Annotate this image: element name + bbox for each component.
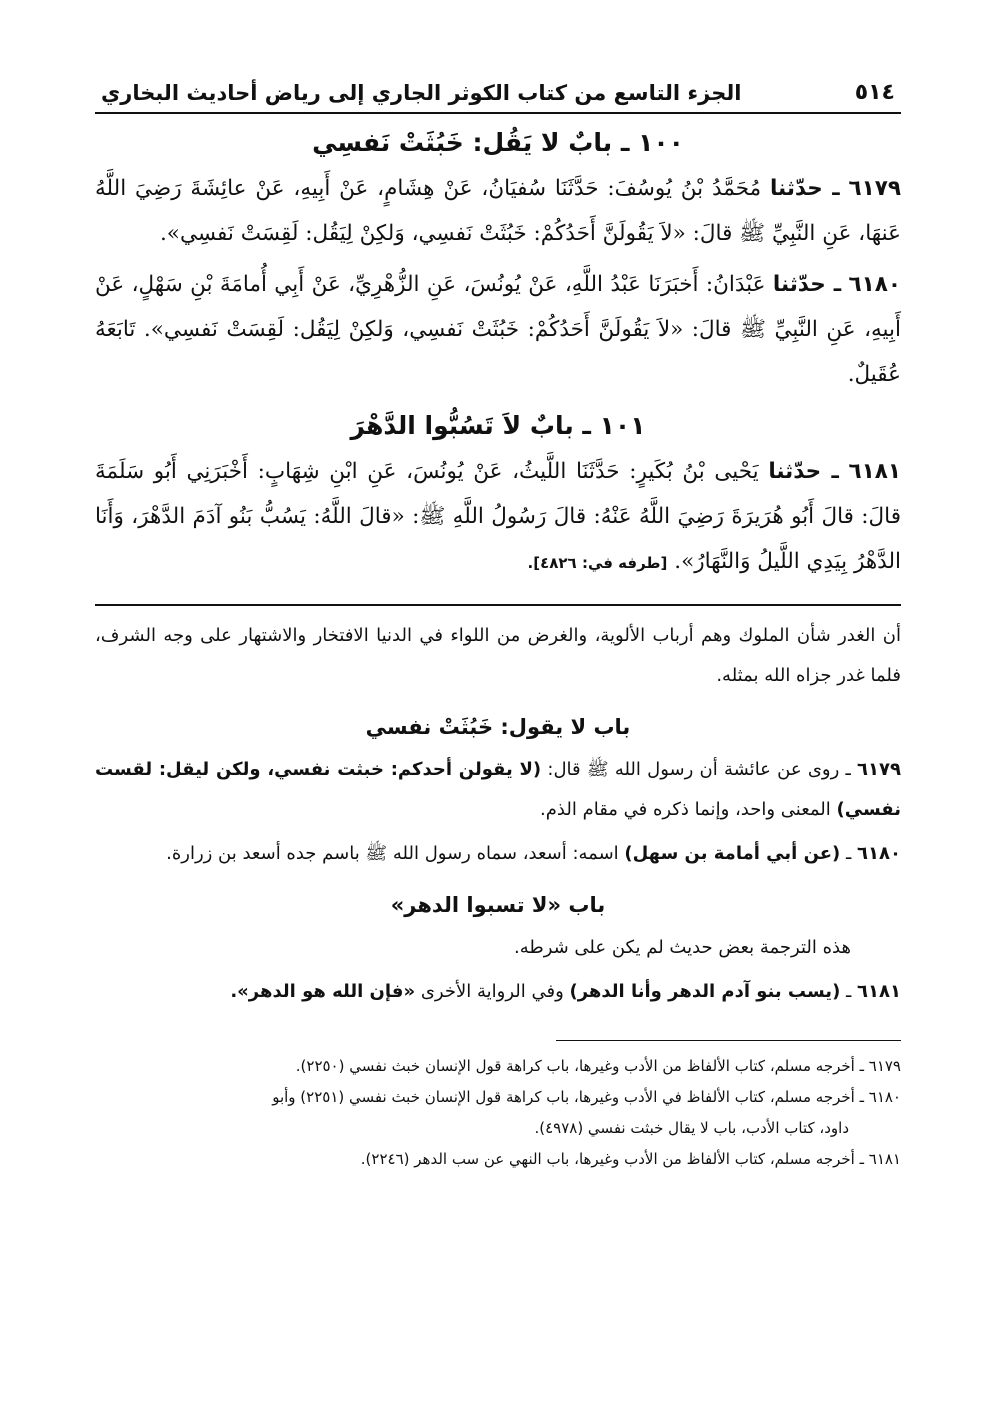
- chapter-title-101: ١٠١ ـ بابٌ لاَ تَسُبُّوا الدَّهْرَ: [350, 411, 646, 440]
- commentary-section-title-1: باب لا يقول: خَبُثَتْ نفسي: [365, 715, 631, 739]
- hadith-lead: ـ حدّثنا: [769, 176, 840, 201]
- footnote-divider: [556, 1040, 901, 1041]
- chapter-title-100: ١٠٠ ـ بابٌ لا يَقُل: خَبُثَتْ نَفسِي: [312, 128, 684, 157]
- commentary-text: اسمه: أسعد، سماه رسول الله ﷺ باسم جده أسعد بن زرارة.: [166, 843, 619, 864]
- footnote-6181: ٦١٨١ ـ أخرجه مسلم، كتاب الألفاظ من الأدب وغيرها، باب النهي عن سب الدهر (٢٢٤٦).: [360, 1150, 901, 1168]
- commentary-quote: (يسب بنو آدم الدهر وأنا الدهر): [569, 981, 841, 1002]
- commentary-intro: أن الغدر شأن الملوك وهم أرباب الألوية، والغرض من اللواء في الدنيا الافتخار والاشتهار على وجه الشرف، فلما غدر جزاه الله بمثله.: [95, 625, 901, 686]
- commentary-text: ـ: [846, 843, 852, 864]
- commentary-6181: [95, 972, 901, 1012]
- commentary-quote: «فإن الله هو الدهر».: [230, 981, 416, 1002]
- page-header: [95, 78, 901, 114]
- commentary-number: ٦١٨٠: [857, 843, 901, 864]
- hadith-number: ٦١٧٩: [848, 176, 902, 201]
- commentary-text: المعنى واحد، وإنما ذكره في مقام الذم.: [540, 799, 831, 820]
- hadith-cross-reference: [طرفه في: ٤٨٢٦].: [527, 554, 668, 572]
- hadith-text: عَبْدَانُ: أَخبَرَنَا عَبْدُ اللَّهِ، عَنْ يُونُسَ، عَنِ الزُّهْرِيِّ، عَنْ أَبِي أُمامَةَ بْنِ سَهْلٍ، عَنْ أَبِيهِ، عَنِ النَّبِيِّ ﷺ قالَ: «لاَ يَقُولَنَّ أَحَدُكُمْ: خَبُثَتْ نَفسِي، وَلكِنْ لِيَقُل: لَقِسَتْ نَفسِي». تَابَعَهُ عُقَيلٌ.: [95, 272, 901, 387]
- commentary-text: ـ روى عن عائشة أن رسول الله ﷺ قال:: [547, 759, 851, 780]
- hadith-6179: [95, 166, 901, 256]
- hadith-number: ٦١٨٠: [848, 272, 901, 297]
- commentary-quote: (عن أبي أمامة بن سهل): [624, 843, 841, 864]
- commentary-divider: [95, 604, 901, 606]
- commentary-6179: [95, 750, 901, 830]
- commentary-tarjama: هذه الترجمة بعض حديث لم يكن على شرطه.: [514, 937, 851, 958]
- commentary-quote: (لا يقولن أحدكم: خبثت نفسي، ولكن ليقل: لقست نفسي): [95, 759, 901, 820]
- commentary-text: وفي الرواية الأخرى: [420, 981, 564, 1002]
- hadith-lead: ـ حدّثنا: [772, 272, 842, 297]
- book-page: [95, 78, 901, 1175]
- commentary-6180: [95, 834, 901, 874]
- commentary-number: ٦١٨١: [857, 981, 901, 1002]
- commentary-section-title-2: باب «لا تسبوا الدهر»: [390, 893, 606, 917]
- hadith-text: يَحْيى بْنُ بُكَيرٍ: حَدَّثَنَا اللَّيثُ، عَنْ يُونُسَ، عَنِ ابْنِ شِهَابٍ: أَخْبَرَنِي أَبُو سَلَمَةَ قالَ: قالَ أَبُو هُرَيرَةَ رَضِيَ اللَّهُ عَنْهُ: قالَ رَسُولُ اللَّهِ ﷺ: «قالَ اللَّهُ: يَسُبُّ بَنُو آدَمَ الدَّهْرَ، وَأَنَا الدَّهْرُ بِيَدِي اللَّيلُ وَالنَّهَارُ».: [95, 459, 901, 574]
- footnote-6180-continued: داود، كتاب الأدب، باب لا يقال خبثت نفسي (٤٩٧٨).: [534, 1119, 849, 1137]
- hadith-lead: ـ حدّثنا: [768, 459, 839, 484]
- running-title: الجزء التاسع من كتاب الكوثر الجاري إلى رياض أحاديث البخاري: [101, 81, 742, 105]
- hadith-6180: [95, 262, 901, 397]
- hadith-6181: [95, 449, 901, 586]
- hadith-text: مُحَمَّدُ بْنُ يُوسُفَ: حَدَّثَنَا سُفيَانُ، عَنْ هِشَامٍ، عَنْ أَبِيهِ، عَنْ عائِشَةَ رَضِيَ اللَّهُ عَنهَا، عَنِ النَّبِيِّ ﷺ قالَ: «لاَ يَقُولَنَّ أَحَدُكُمْ: خَبُثَتْ نَفسِي، وَلكِنْ لِيَقُل: لَقِسَتْ نَفسِي».: [95, 176, 901, 246]
- commentary-text: ـ: [846, 981, 852, 1002]
- footnote-6180: ٦١٨٠ ـ أخرجه مسلم، كتاب الألفاظ في الأدب وغيرها، باب كراهة قول الإنسان خبث نفسي (٢٢٥١) وأبو: [272, 1088, 901, 1106]
- commentary-number: ٦١٧٩: [857, 759, 901, 780]
- footnote-6179: ٦١٧٩ ـ أخرجه مسلم، كتاب الألفاظ من الأدب وغيرها، باب كراهة قول الإنسان خبث نفسي (٢٢٥٠).: [295, 1057, 901, 1075]
- hadith-number: ٦١٨١: [848, 459, 901, 484]
- page-number: ٥١٤: [854, 80, 895, 105]
